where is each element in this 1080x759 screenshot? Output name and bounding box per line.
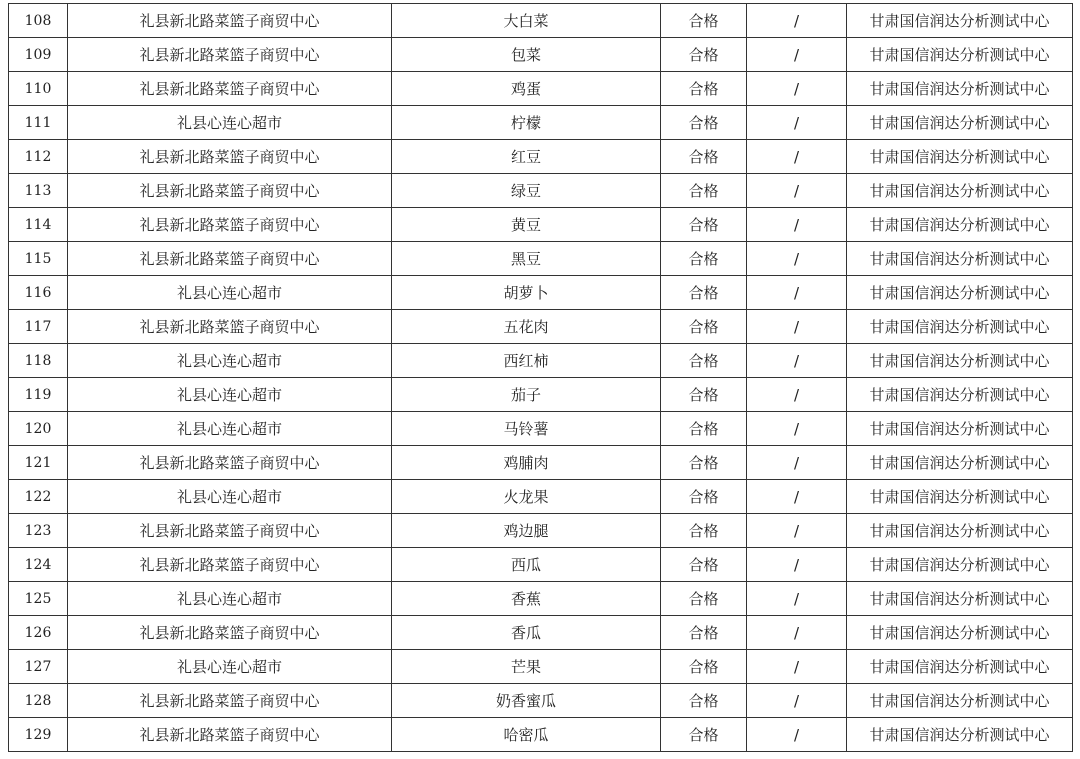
testing-lab-cell: 甘肃国信润达分析测试中心	[847, 38, 1073, 72]
table-row	[9, 514, 1073, 548]
product-name-cell: 鸡边腿	[392, 514, 661, 548]
table-row	[9, 276, 1073, 310]
product-name-cell: 火龙果	[392, 480, 661, 514]
item-cell: /	[747, 174, 847, 208]
table-row	[9, 140, 1073, 174]
product-name-cell: 香瓜	[392, 616, 661, 650]
result-cell: 合格	[661, 582, 747, 616]
table-row	[9, 582, 1073, 616]
table-row	[9, 242, 1073, 276]
table-row	[9, 344, 1073, 378]
row-number-cell: 112	[9, 140, 68, 174]
item-cell: /	[747, 310, 847, 344]
item-cell: /	[747, 276, 847, 310]
row-number-cell: 121	[9, 446, 68, 480]
item-cell: /	[747, 548, 847, 582]
row-number-cell: 123	[9, 514, 68, 548]
testing-lab-cell: 甘肃国信润达分析测试中心	[847, 378, 1073, 412]
result-cell: 合格	[661, 276, 747, 310]
table-row	[9, 4, 1073, 38]
product-name-cell: 包菜	[392, 38, 661, 72]
market-name-cell: 礼县新北路菜篮子商贸中心	[68, 4, 392, 38]
row-number-cell: 128	[9, 684, 68, 718]
result-cell: 合格	[661, 38, 747, 72]
market-name-cell: 礼县新北路菜篮子商贸中心	[68, 548, 392, 582]
table-row	[9, 548, 1073, 582]
inspection-results-table	[8, 3, 1073, 752]
result-cell: 合格	[661, 4, 747, 38]
market-name-cell: 礼县新北路菜篮子商贸中心	[68, 684, 392, 718]
market-name-cell: 礼县心连心超市	[68, 276, 392, 310]
table-row	[9, 310, 1073, 344]
market-name-cell: 礼县心连心超市	[68, 378, 392, 412]
row-number-cell: 125	[9, 582, 68, 616]
table-row	[9, 718, 1073, 752]
result-cell: 合格	[661, 650, 747, 684]
item-cell: /	[747, 582, 847, 616]
market-name-cell: 礼县新北路菜篮子商贸中心	[68, 514, 392, 548]
product-name-cell: 鸡蛋	[392, 72, 661, 106]
item-cell: /	[747, 208, 847, 242]
market-name-cell: 礼县心连心超市	[68, 106, 392, 140]
market-name-cell: 礼县心连心超市	[68, 650, 392, 684]
row-number-cell: 111	[9, 106, 68, 140]
product-name-cell: 香蕉	[392, 582, 661, 616]
product-name-cell: 红豆	[392, 140, 661, 174]
product-name-cell: 西瓜	[392, 548, 661, 582]
testing-lab-cell: 甘肃国信润达分析测试中心	[847, 140, 1073, 174]
product-name-cell: 西红柿	[392, 344, 661, 378]
result-cell: 合格	[661, 242, 747, 276]
result-cell: 合格	[661, 684, 747, 718]
market-name-cell: 礼县新北路菜篮子商贸中心	[68, 242, 392, 276]
testing-lab-cell: 甘肃国信润达分析测试中心	[847, 718, 1073, 752]
row-number-cell: 127	[9, 650, 68, 684]
result-cell: 合格	[661, 174, 747, 208]
product-name-cell: 五花肉	[392, 310, 661, 344]
testing-lab-cell: 甘肃国信润达分析测试中心	[847, 242, 1073, 276]
market-name-cell: 礼县新北路菜篮子商贸中心	[68, 208, 392, 242]
row-number-cell: 116	[9, 276, 68, 310]
market-name-cell: 礼县新北路菜篮子商贸中心	[68, 616, 392, 650]
item-cell: /	[747, 514, 847, 548]
item-cell: /	[747, 242, 847, 276]
product-name-cell: 绿豆	[392, 174, 661, 208]
market-name-cell: 礼县新北路菜篮子商贸中心	[68, 310, 392, 344]
testing-lab-cell: 甘肃国信润达分析测试中心	[847, 582, 1073, 616]
table-row	[9, 106, 1073, 140]
result-cell: 合格	[661, 548, 747, 582]
testing-lab-cell: 甘肃国信润达分析测试中心	[847, 548, 1073, 582]
product-name-cell: 鸡脯肉	[392, 446, 661, 480]
item-cell: /	[747, 106, 847, 140]
testing-lab-cell: 甘肃国信润达分析测试中心	[847, 650, 1073, 684]
item-cell: /	[747, 4, 847, 38]
market-name-cell: 礼县新北路菜篮子商贸中心	[68, 446, 392, 480]
testing-lab-cell: 甘肃国信润达分析测试中心	[847, 106, 1073, 140]
result-cell: 合格	[661, 514, 747, 548]
testing-lab-cell: 甘肃国信润达分析测试中心	[847, 514, 1073, 548]
testing-lab-cell: 甘肃国信润达分析测试中心	[847, 174, 1073, 208]
row-number-cell: 110	[9, 72, 68, 106]
result-cell: 合格	[661, 378, 747, 412]
item-cell: /	[747, 344, 847, 378]
result-cell: 合格	[661, 72, 747, 106]
item-cell: /	[747, 650, 847, 684]
market-name-cell: 礼县新北路菜篮子商贸中心	[68, 140, 392, 174]
market-name-cell: 礼县新北路菜篮子商贸中心	[68, 72, 392, 106]
market-name-cell: 礼县新北路菜篮子商贸中心	[68, 718, 392, 752]
table-body	[9, 4, 1073, 752]
row-number-cell: 114	[9, 208, 68, 242]
testing-lab-cell: 甘肃国信润达分析测试中心	[847, 310, 1073, 344]
result-cell: 合格	[661, 208, 747, 242]
product-name-cell: 黑豆	[392, 242, 661, 276]
testing-lab-cell: 甘肃国信润达分析测试中心	[847, 684, 1073, 718]
testing-lab-cell: 甘肃国信润达分析测试中心	[847, 412, 1073, 446]
market-name-cell: 礼县新北路菜篮子商贸中心	[68, 38, 392, 72]
item-cell: /	[747, 378, 847, 412]
result-cell: 合格	[661, 106, 747, 140]
result-cell: 合格	[661, 412, 747, 446]
result-cell: 合格	[661, 616, 747, 650]
table-row	[9, 684, 1073, 718]
market-name-cell: 礼县心连心超市	[68, 480, 392, 514]
item-cell: /	[747, 140, 847, 174]
item-cell: /	[747, 684, 847, 718]
row-number-cell: 113	[9, 174, 68, 208]
product-name-cell: 芒果	[392, 650, 661, 684]
row-number-cell: 129	[9, 718, 68, 752]
item-cell: /	[747, 72, 847, 106]
row-number-cell: 115	[9, 242, 68, 276]
table-row	[9, 38, 1073, 72]
product-name-cell: 胡萝卜	[392, 276, 661, 310]
inspection-results-table-wrapper	[8, 3, 1073, 752]
item-cell: /	[747, 446, 847, 480]
table-row	[9, 412, 1073, 446]
table-row	[9, 208, 1073, 242]
item-cell: /	[747, 412, 847, 446]
testing-lab-cell: 甘肃国信润达分析测试中心	[847, 616, 1073, 650]
row-number-cell: 109	[9, 38, 68, 72]
result-cell: 合格	[661, 344, 747, 378]
row-number-cell: 122	[9, 480, 68, 514]
table-row	[9, 72, 1073, 106]
row-number-cell: 120	[9, 412, 68, 446]
market-name-cell: 礼县心连心超市	[68, 412, 392, 446]
testing-lab-cell: 甘肃国信润达分析测试中心	[847, 276, 1073, 310]
table-row	[9, 650, 1073, 684]
row-number-cell: 124	[9, 548, 68, 582]
row-number-cell: 108	[9, 4, 68, 38]
market-name-cell: 礼县心连心超市	[68, 582, 392, 616]
result-cell: 合格	[661, 480, 747, 514]
result-cell: 合格	[661, 718, 747, 752]
row-number-cell: 118	[9, 344, 68, 378]
testing-lab-cell: 甘肃国信润达分析测试中心	[847, 344, 1073, 378]
item-cell: /	[747, 38, 847, 72]
product-name-cell: 马铃薯	[392, 412, 661, 446]
row-number-cell: 126	[9, 616, 68, 650]
row-number-cell: 119	[9, 378, 68, 412]
testing-lab-cell: 甘肃国信润达分析测试中心	[847, 446, 1073, 480]
testing-lab-cell: 甘肃国信润达分析测试中心	[847, 208, 1073, 242]
market-name-cell: 礼县心连心超市	[68, 344, 392, 378]
testing-lab-cell: 甘肃国信润达分析测试中心	[847, 4, 1073, 38]
item-cell: /	[747, 480, 847, 514]
table-row	[9, 446, 1073, 480]
item-cell: /	[747, 718, 847, 752]
product-name-cell: 奶香蜜瓜	[392, 684, 661, 718]
item-cell: /	[747, 616, 847, 650]
product-name-cell: 茄子	[392, 378, 661, 412]
row-number-cell: 117	[9, 310, 68, 344]
table-row	[9, 616, 1073, 650]
result-cell: 合格	[661, 446, 747, 480]
testing-lab-cell: 甘肃国信润达分析测试中心	[847, 480, 1073, 514]
product-name-cell: 黄豆	[392, 208, 661, 242]
product-name-cell: 柠檬	[392, 106, 661, 140]
table-row	[9, 480, 1073, 514]
testing-lab-cell: 甘肃国信润达分析测试中心	[847, 72, 1073, 106]
table-row	[9, 378, 1073, 412]
table-row	[9, 174, 1073, 208]
market-name-cell: 礼县新北路菜篮子商贸中心	[68, 174, 392, 208]
result-cell: 合格	[661, 310, 747, 344]
product-name-cell: 大白菜	[392, 4, 661, 38]
result-cell: 合格	[661, 140, 747, 174]
product-name-cell: 哈密瓜	[392, 718, 661, 752]
